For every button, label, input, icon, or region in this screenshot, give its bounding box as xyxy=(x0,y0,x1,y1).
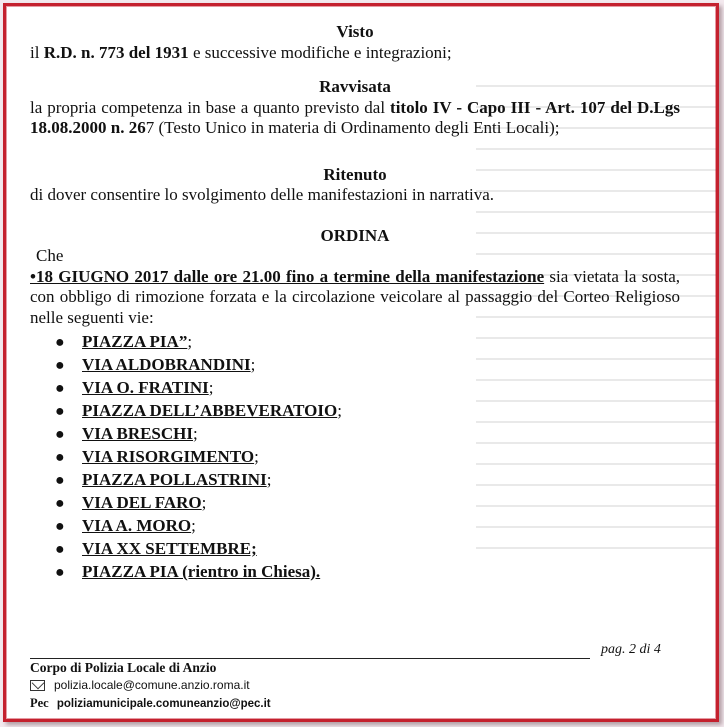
bullet-icon: ● xyxy=(55,380,65,397)
street-item xyxy=(55,493,680,516)
street-punctuation: ; xyxy=(191,516,196,535)
street-name: VIA RISORGIMENTO xyxy=(82,447,255,466)
heading-ravvisata: Ravvisata xyxy=(319,77,391,96)
pec-address: poliziamunicipale.comuneanzio@pec.it xyxy=(56,698,271,710)
page-number: pag. 2 di 4 xyxy=(601,642,661,657)
street-list xyxy=(30,332,680,585)
street-punctuation: ; xyxy=(254,447,259,466)
street-name: PIAZZA PIA (rientro in Chiesa). xyxy=(82,562,321,581)
street-punctuation: ; xyxy=(337,401,342,420)
street-name: VIA XX SETTEMBRE; xyxy=(82,539,257,558)
paragraph-visto: il R.D. n. 773 del 1931 e successive modifiche e integrazioni; xyxy=(30,42,452,62)
street-name: PIAZZA DELL’ABBEVERATOIO xyxy=(82,401,338,420)
bullet-icon: ● xyxy=(55,449,65,466)
street-name: PIAZZA POLLASTRINI xyxy=(82,470,267,489)
footer-organization: Corpo di Polizia Locale di Anzio xyxy=(30,660,217,675)
heading-ritenuto: Ritenuto xyxy=(323,164,387,184)
bullet-icon: ● xyxy=(55,472,65,489)
paragraph-ritenuto: di dover consentire lo svolgimento delle manifestazioni in narrativa. xyxy=(30,185,495,204)
che-label: Che xyxy=(36,246,64,265)
street-name: PIAZZA PIA” xyxy=(82,332,188,351)
bullet-icon: ● xyxy=(55,357,65,374)
street-item xyxy=(55,332,680,355)
paragraph-ravvisata: la propria competenza in base a quanto previsto dal titolo IV - Capo III - Art. 107 del D.Lgs 18.08.2000 n. 267 (Testo Unico in materia di Ordinamento degli Enti Locali); xyxy=(30,97,680,137)
street-punctuation: ; xyxy=(193,424,198,443)
street-name: VIA DEL FARO xyxy=(82,493,202,512)
street-item xyxy=(55,447,680,470)
bullet-icon: ● xyxy=(55,564,65,581)
street-name: VIA A. MORO xyxy=(82,516,192,535)
footer-divider xyxy=(30,658,590,659)
bullet-icon: ● xyxy=(55,334,65,351)
bullet-icon: ● xyxy=(55,403,65,420)
street-item xyxy=(55,562,680,585)
heading-visto: Visto xyxy=(336,22,374,41)
street-item xyxy=(55,355,680,378)
bullet-icon: ● xyxy=(55,495,65,512)
street-item xyxy=(55,401,680,424)
street-item xyxy=(55,470,680,493)
street-name: VIA BRESCHI xyxy=(82,424,194,443)
street-punctuation: ; xyxy=(250,355,256,374)
bullet-icon: ● xyxy=(55,518,65,535)
street-item xyxy=(55,516,680,539)
street-item xyxy=(55,378,680,401)
street-punctuation: ; xyxy=(266,470,272,489)
footer-email xyxy=(30,678,250,692)
bullet-icon: ● xyxy=(55,541,65,558)
street-punctuation: ; xyxy=(201,493,207,512)
street-name: VIA O. FRATINI xyxy=(82,378,209,397)
pec-label: Pec xyxy=(30,696,49,710)
envelope-icon xyxy=(30,680,45,691)
paragraph-ordina: •18 GIUGNO 2017 dalle ore 21.00 fino a termine della manifestazione sia vietata la sosta, con obbligo di rimozione forzata e la circolazione veicolare al passaggio del Corteo Religioso nelle seguenti vie: xyxy=(30,266,680,327)
street-item xyxy=(55,424,680,447)
street-punctuation: ; xyxy=(187,332,193,351)
footer-pec xyxy=(30,696,271,711)
street-punctuation: ; xyxy=(208,378,214,397)
street-item xyxy=(55,539,680,562)
heading-ordina: ORDINA xyxy=(320,225,390,245)
bullet-icon: ● xyxy=(55,426,65,443)
street-name: VIA ALDOBRANDINI xyxy=(82,355,251,374)
document-body xyxy=(30,22,680,585)
footer-email-text: polizia.locale@comune.anzio.roma.it xyxy=(54,678,250,692)
